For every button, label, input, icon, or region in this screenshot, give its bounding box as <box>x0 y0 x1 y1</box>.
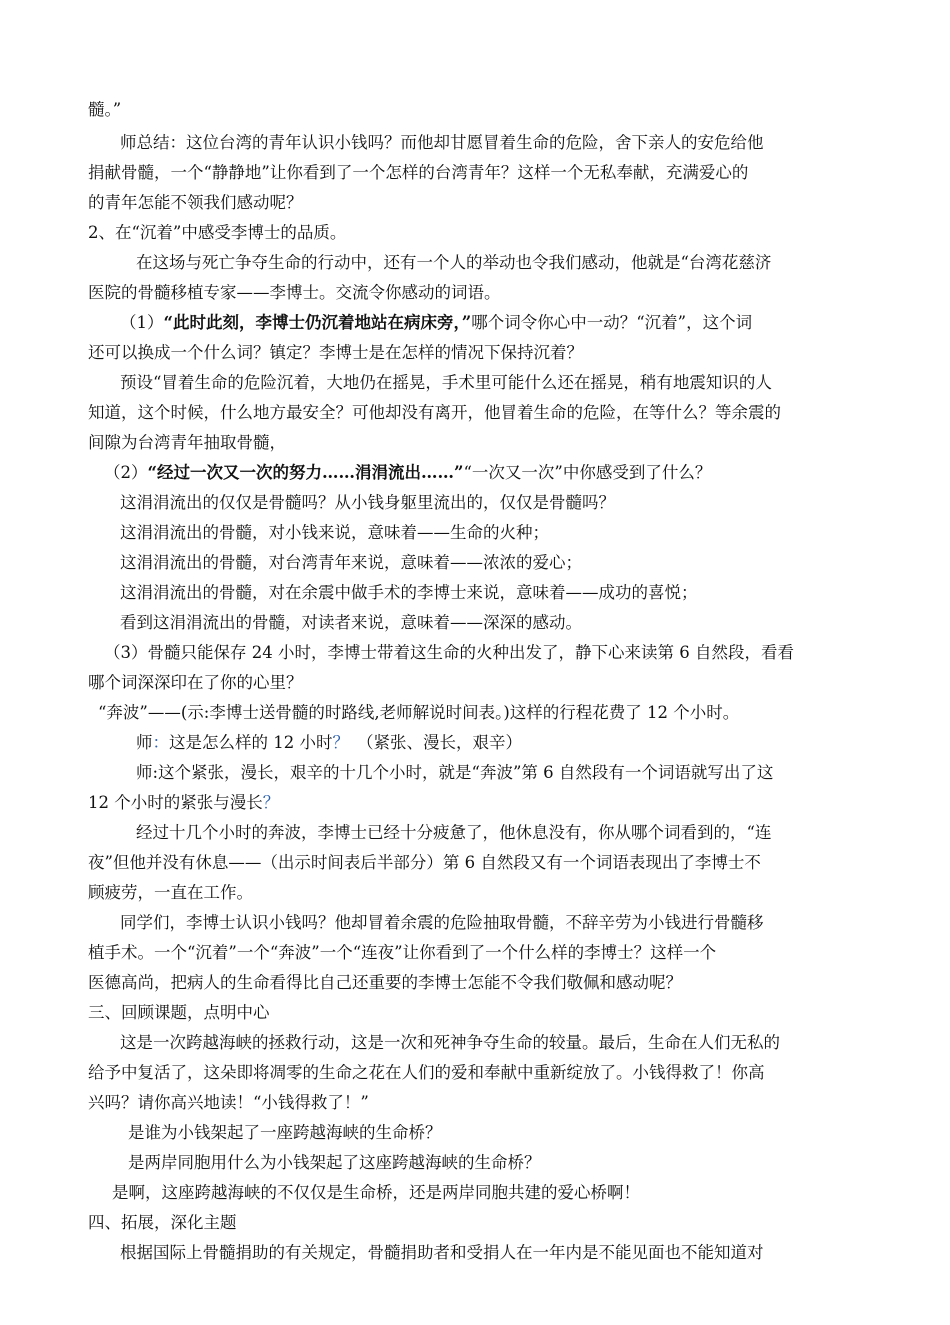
quoted-sentence: “经过一次又一次的努力……涓涓流出……” <box>147 463 464 482</box>
question-text: 从小钱身躯里流出的，仅仅是骨髓吗？ <box>334 493 615 512</box>
text-line <box>120 312 752 334</box>
item-number: （2） <box>104 463 148 482</box>
text-line: 是谁为小钱架起了一座跨越海峡的生命桥？ <box>128 1123 442 1142</box>
text-line: 同学们，李博士认识小钱吗？他却冒着余震的危险抽取骨髓，不辞辛劳为小钱进行骨髓移 <box>120 913 764 932</box>
text-line: 是啊，这座跨越海峡的不仅仅是生命桥，还是两岸同胞共建的爱心桥啊！ <box>112 1183 640 1202</box>
question-text: 哪个词令你心中一动？“沉着”，这个词 <box>471 313 753 332</box>
text-line: 捐献骨髓，一个“静静地”让你看到了一个怎样的台湾青年？这样一个无私奉献，充满爱心的 <box>88 163 749 182</box>
text-line: “奔波”——(示:李博士送骨髓的时路线,老师解说时间表。)这样的行程花费了 12 个小时。 <box>98 703 740 722</box>
text-line: 师总结：这位台湾的青年认识小钱吗？而他却甘愿冒着生命的危险，舍下亲人的安危给他 <box>120 133 764 152</box>
question-mark: ？ <box>332 733 349 752</box>
text-line: （3）骨髓只能保存 24 小时，李博士带着这生命的火种出发了，静下心来读第 6 自然段，看看 <box>104 643 794 662</box>
text-line: 顾疲劳，一直在工作。 <box>88 883 253 902</box>
text-line: 经过十几个小时的奔波，李博士已经十分疲惫了，他休息没有，你从哪个词看到的，“连 <box>136 823 772 842</box>
section-heading: 四、拓展，深化主题 <box>88 1213 237 1232</box>
speaker-label: 师 <box>136 733 153 752</box>
text-line: 这是一次跨越海峡的拯救行动，这是一次和死神争夺生命的较量。最后，生命在人们无私的 <box>120 1033 780 1052</box>
text-line: 这涓涓流出的骨髓，对台湾青年来说，意味着——浓浓的爱心； <box>120 553 582 572</box>
text-line: 看到这涓涓流出的骨髓，对读者来说，意味着——深深的感动。 <box>120 613 582 632</box>
quoted-sentence: “此时此刻，李博士仍沉着地站在病床旁，” <box>163 313 472 332</box>
text-line: 植手术。一个“沉着”一个“奔波”一个“连夜”让你看到了一个什么样的李博士？这样一个 <box>88 943 717 962</box>
text-line: 医院的骨髓移植专家——李博士。交流令你感动的词语。 <box>88 283 501 302</box>
text-line: 髓。” <box>88 100 122 119</box>
text-line: 是两岸同胞用什么为小钱架起了这座跨越海峡的生命桥？ <box>128 1153 541 1172</box>
text-line <box>88 792 279 814</box>
text-line: 夜”但他并没有休息——（出示时间表后半部分）第 6 自然段又有一个词语表现出了李博士不 <box>88 853 761 872</box>
text-line: 还可以换成一个什么词？镇定？李博士是在怎样的情况下保持沉着？ <box>88 343 583 362</box>
text-line <box>104 462 711 484</box>
text-line: 根据国际上骨髓捐助的有关规定，骨髓捐助者和受捐人在一年内是不能见面也不能知道对 <box>120 1243 764 1262</box>
text-line: 间隙为台湾青年抽取骨髓， <box>88 433 286 452</box>
text-line: 给予中复活了，这朵即将凋零的生命之花在人们的爱和奉献中重新绽放了。小钱得救了！你高 <box>88 1063 765 1082</box>
text-line: 这涓涓流出的骨髓，对在余震中做手术的李博士来说，意味着——成功的喜悦； <box>120 583 698 602</box>
text-line: 医德高尚，把病人的生命看得比自己还重要的李博士怎能不令我们敬佩和感动呢？ <box>88 973 682 992</box>
text-line: 知道，这个时候，什么地方最安全？可他却没有离开，他冒着生命的危险，在等什么？等余震的 <box>88 403 781 422</box>
text-line: 哪个词深深印在了你的心里？ <box>88 673 303 692</box>
text-line <box>120 492 615 514</box>
colon-mark: ： <box>152 733 169 752</box>
question-text: 这是怎么样的 12 小时 <box>169 733 333 752</box>
text-line: 在这场与死亡争夺生命的行动中，还有一个人的举动也令我们感动，他就是“台湾花慈济 <box>136 253 772 272</box>
text-line: 兴吗？请你高兴地读！“小钱得救了！” <box>88 1093 369 1112</box>
section-heading: 2、在“沉着”中感受李博士的品质。 <box>88 223 347 242</box>
text-run: 12 个小时的紧张与漫长 <box>88 793 263 812</box>
question-text: 这涓涓流出的仅仅是骨髓吗？ <box>120 493 335 512</box>
answer-hint: （紧张、漫长，艰辛） <box>357 733 522 752</box>
section-heading: 三、回顾课题，点明中心 <box>88 1003 270 1022</box>
text-line: 的青年怎能不领我们感动呢？ <box>88 193 303 212</box>
question-text: “一次又一次”中你感受到了什么？ <box>463 463 712 482</box>
question-mark: ？ <box>262 793 280 812</box>
text-line: 师:这个紧张，漫长，艰辛的十几个小时，就是“奔波”第 6 自然段有一个词语就写出了这 <box>136 763 774 782</box>
item-number: （1） <box>120 313 164 332</box>
text-line <box>136 732 522 754</box>
text-line: 这涓涓流出的骨髓，对小钱来说，意味着——生命的火种； <box>120 523 549 542</box>
text-line: 预设“冒着生命的危险沉着，大地仍在摇晃，手术里可能什么还在摇晃，稍有地震知识的人 <box>120 373 772 392</box>
